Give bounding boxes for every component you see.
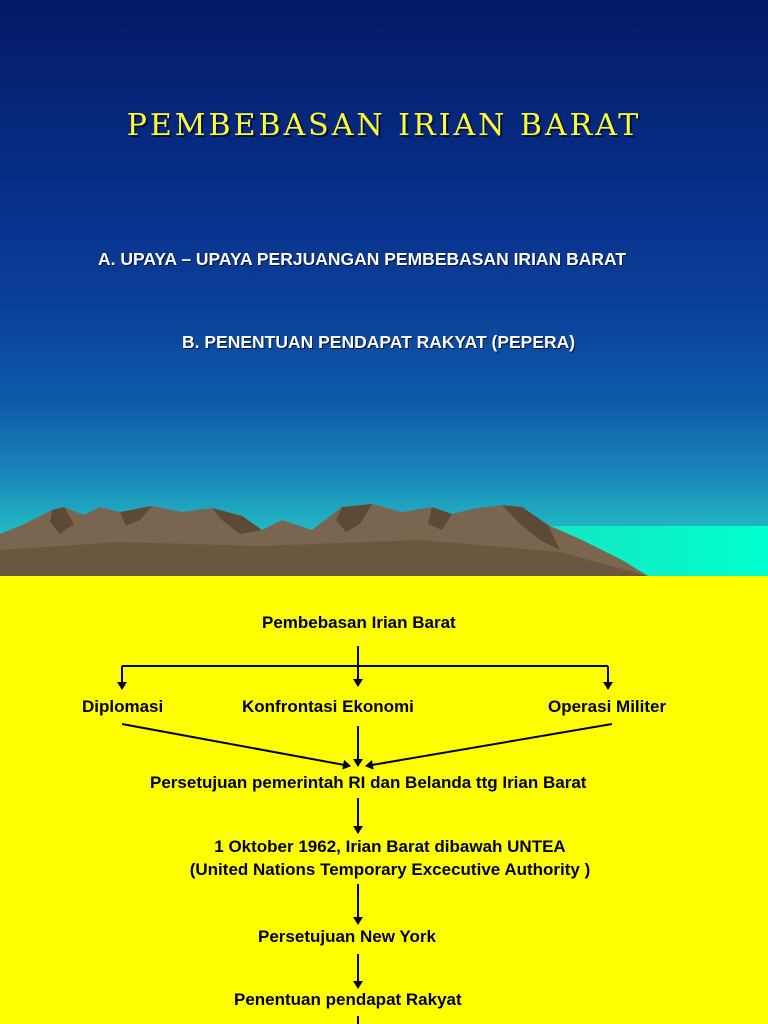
mountain-range-illustration [0,490,768,576]
arrow-diplomasi-to-persetujuan [122,724,350,766]
arrow-militer-to-persetujuan [366,724,612,766]
node-penentuan-pendapat-rakyat: Penentuan pendapat Rakyat [234,990,462,1009]
node-konfrontasi-ekonomi: Konfrontasi Ekonomi [242,697,414,716]
node-diplomasi: Diplomasi [82,697,164,716]
node-persetujuan-ri-belanda: Persetujuan pemerintah RI dan Belanda ttg Irian Barat [150,773,587,792]
slide-title: PEMBEBASAN IRIAN BARAT [126,108,642,143]
node-root: Pembebasan Irian Barat [262,613,456,632]
flowchart-slide [0,576,768,1024]
node-untea-line2: (United Nations Temporary Excecutive Authority ) [189,860,591,879]
node-persetujuan-new-york: Persetujuan New York [258,927,436,946]
outline-item-a: A. UPAYA – UPAYA PERJUANGAN PEMBEBASAN IRIAN BARAT [98,249,627,269]
node-untea-line1: 1 Oktober 1962, Irian Barat dibawah UNTEA [214,837,566,856]
outline-item-b: B. PENENTUAN PENDAPAT RAKYAT (PEPERA) [182,332,576,352]
node-operasi-militer: Operasi Militer [548,697,667,716]
flowchart-arrows [0,576,768,1024]
